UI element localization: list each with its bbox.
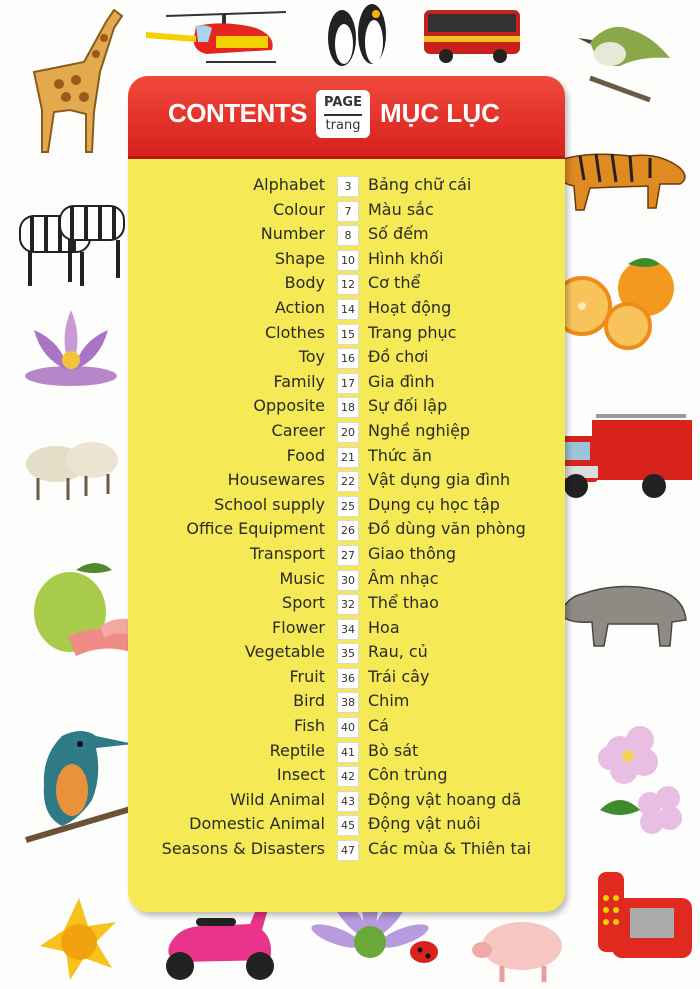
contents-row[interactable] bbox=[128, 272, 565, 297]
topic-english: Insect bbox=[276, 765, 325, 785]
topic-vietnamese: Các mùa & Thiên tai bbox=[368, 839, 531, 859]
page-number: 34 bbox=[337, 619, 359, 640]
topic-english: Career bbox=[271, 420, 325, 440]
topic-vietnamese: Màu sắc bbox=[368, 199, 434, 219]
topic-english: Flower bbox=[272, 617, 325, 637]
penguins-icon bbox=[316, 0, 396, 70]
topic-vietnamese: Đồ chơi bbox=[368, 347, 429, 367]
contents-row[interactable] bbox=[128, 838, 565, 863]
topic-english: Wild Animal bbox=[230, 789, 325, 809]
page-number: 7 bbox=[337, 201, 359, 222]
contents-row[interactable] bbox=[128, 715, 565, 740]
page-label-vietnamese: trang bbox=[325, 118, 361, 133]
page-number: 20 bbox=[337, 422, 359, 443]
sheep-icon bbox=[16, 430, 124, 506]
contents-row[interactable] bbox=[128, 174, 565, 199]
topic-english: Food bbox=[286, 445, 325, 465]
topic-vietnamese: Rau, củ bbox=[368, 642, 428, 662]
topic-vietnamese: Sự đối lập bbox=[368, 396, 448, 416]
topic-vietnamese: Thức ăn bbox=[368, 445, 432, 465]
contents-list bbox=[128, 174, 565, 863]
topic-vietnamese: Bò sát bbox=[368, 740, 419, 760]
topic-vietnamese: Vật dụng gia đình bbox=[368, 470, 511, 490]
zebras-icon bbox=[10, 186, 134, 296]
page-number: 43 bbox=[337, 791, 359, 812]
topic-english: Clothes bbox=[265, 322, 325, 342]
rhino-icon bbox=[552, 574, 696, 654]
topic-english: Family bbox=[273, 371, 325, 391]
topic-vietnamese: Động vật nuôi bbox=[368, 814, 481, 834]
contents-row[interactable] bbox=[128, 346, 565, 371]
page-number: 40 bbox=[337, 717, 359, 738]
topic-english: Opposite bbox=[253, 396, 325, 416]
contents-row[interactable] bbox=[128, 469, 565, 494]
title-english: CONTENTS bbox=[168, 98, 307, 128]
page-number: 15 bbox=[337, 324, 359, 345]
page-number: 3 bbox=[337, 176, 359, 197]
topic-english: Number bbox=[260, 224, 325, 244]
page-label-box bbox=[316, 90, 370, 138]
topic-vietnamese: Hoạt động bbox=[368, 297, 452, 317]
contents-row[interactable] bbox=[128, 740, 565, 765]
bird-icon bbox=[570, 6, 680, 102]
topic-english: Action bbox=[274, 297, 325, 317]
topic-english: Colour bbox=[273, 199, 325, 219]
contents-row[interactable] bbox=[128, 813, 565, 838]
topic-english: Fish bbox=[294, 716, 325, 736]
contents-row[interactable] bbox=[128, 641, 565, 666]
contents-row[interactable] bbox=[128, 223, 565, 248]
topic-english: Toy bbox=[298, 347, 325, 367]
page-number: 32 bbox=[337, 594, 359, 615]
sun-icon bbox=[36, 896, 122, 982]
contents-row[interactable] bbox=[128, 199, 565, 224]
page-number: 27 bbox=[337, 545, 359, 566]
topic-english: Office Equipment bbox=[186, 519, 325, 539]
orange-icon bbox=[550, 254, 680, 350]
page-number: 41 bbox=[337, 742, 359, 763]
helicopter-icon bbox=[136, 6, 296, 76]
topic-english: Music bbox=[279, 568, 325, 588]
topic-english: Domestic Animal bbox=[189, 814, 325, 834]
contents-row[interactable] bbox=[128, 764, 565, 789]
page-number: 35 bbox=[337, 643, 359, 664]
contents-row[interactable] bbox=[128, 666, 565, 691]
topic-vietnamese: Côn trùng bbox=[368, 765, 448, 785]
page-number: 42 bbox=[337, 766, 359, 787]
page-number: 16 bbox=[337, 348, 359, 369]
page-number: 17 bbox=[337, 373, 359, 394]
topic-english: Housewares bbox=[227, 470, 325, 490]
page-number: 21 bbox=[337, 447, 359, 468]
topic-vietnamese: Âm nhạc bbox=[368, 568, 439, 588]
topic-english: Seasons & Disasters bbox=[161, 839, 325, 859]
contents-row[interactable] bbox=[128, 395, 565, 420]
topic-english: Shape bbox=[274, 248, 325, 268]
contents-row[interactable] bbox=[128, 789, 565, 814]
page-number: 26 bbox=[337, 520, 359, 541]
topic-english: Bird bbox=[293, 691, 325, 711]
topic-english: School supply bbox=[214, 494, 325, 514]
page-label-english: PAGE bbox=[324, 95, 362, 110]
contents-header bbox=[128, 76, 565, 159]
contents-row[interactable] bbox=[128, 297, 565, 322]
topic-vietnamese: Chim bbox=[368, 691, 410, 711]
page-number: 30 bbox=[337, 570, 359, 591]
topic-vietnamese: Nghề nghiệp bbox=[368, 420, 471, 440]
topic-english: Alphabet bbox=[253, 175, 325, 194]
contents-row[interactable] bbox=[128, 568, 565, 593]
contents-row[interactable] bbox=[128, 617, 565, 642]
contents-row[interactable] bbox=[128, 494, 565, 519]
giraffe-icon bbox=[14, 2, 134, 162]
toy-phone-icon bbox=[590, 868, 694, 978]
topic-vietnamese: Bảng chữ cái bbox=[368, 175, 472, 194]
contents-row[interactable] bbox=[128, 543, 565, 568]
page-number: 25 bbox=[337, 496, 359, 517]
contents-row[interactable] bbox=[128, 420, 565, 445]
contents-row[interactable] bbox=[128, 690, 565, 715]
topic-english: Body bbox=[284, 273, 325, 293]
pig-icon bbox=[466, 906, 576, 986]
topic-vietnamese: Thể thao bbox=[368, 593, 439, 613]
page-number: 18 bbox=[337, 397, 359, 418]
page-number: 47 bbox=[337, 840, 359, 861]
page-number: 36 bbox=[337, 668, 359, 689]
page-number: 38 bbox=[337, 692, 359, 713]
page-number: 22 bbox=[337, 471, 359, 492]
page-number: 14 bbox=[337, 299, 359, 320]
topic-vietnamese: Giao thông bbox=[368, 543, 457, 563]
page-number: 12 bbox=[337, 274, 359, 295]
contents-row[interactable] bbox=[128, 592, 565, 617]
topic-vietnamese: Cơ thể bbox=[368, 273, 421, 293]
topic-vietnamese: Trang phục bbox=[368, 322, 457, 342]
fire-truck-icon bbox=[546, 406, 696, 506]
contents-row[interactable] bbox=[128, 371, 565, 396]
topic-vietnamese: Đồ dùng văn phòng bbox=[368, 519, 526, 539]
topic-vietnamese: Gia đình bbox=[368, 371, 435, 391]
topic-vietnamese: Cá bbox=[368, 716, 389, 736]
page-number: 8 bbox=[337, 225, 359, 246]
topic-vietnamese: Hoa bbox=[368, 617, 400, 637]
topic-english: Vegetable bbox=[244, 642, 325, 662]
topic-english: Sport bbox=[282, 593, 325, 613]
topic-vietnamese: Hình khối bbox=[368, 248, 444, 268]
contents-panel bbox=[128, 76, 565, 912]
topic-vietnamese: Số đếm bbox=[368, 224, 429, 244]
page-number: 10 bbox=[337, 250, 359, 271]
topic-english: Reptile bbox=[269, 740, 325, 760]
lotus-icon bbox=[14, 300, 128, 392]
contents-row[interactable] bbox=[128, 445, 565, 470]
topic-english: Fruit bbox=[289, 666, 325, 686]
contents-row[interactable] bbox=[128, 518, 565, 543]
page-number: 45 bbox=[337, 815, 359, 836]
bus-icon bbox=[420, 2, 524, 66]
contents-row[interactable] bbox=[128, 322, 565, 347]
kingfisher-icon bbox=[22, 716, 138, 864]
blossom-icon bbox=[580, 710, 696, 846]
title-vietnamese: MỤC LỤC bbox=[380, 98, 500, 128]
topic-vietnamese: Động vật hoang dã bbox=[368, 789, 522, 809]
topic-vietnamese: Dụng cụ học tập bbox=[368, 494, 500, 514]
contents-row[interactable] bbox=[128, 248, 565, 273]
topic-english: Transport bbox=[249, 543, 325, 563]
topic-vietnamese: Trái cây bbox=[368, 666, 430, 686]
